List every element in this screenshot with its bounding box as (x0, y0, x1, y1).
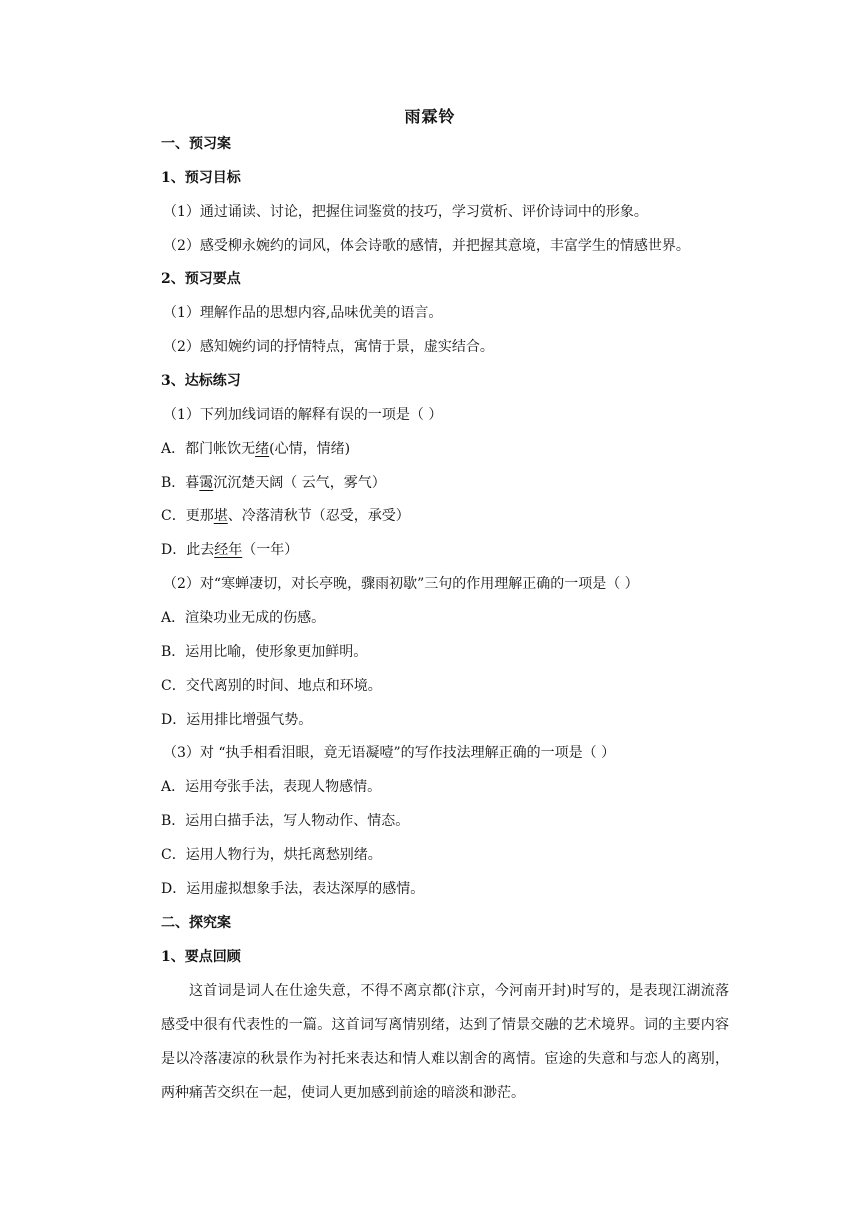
goal-item: （2）感受柳永婉约的词风，体会诗歌的感情，并把握其意境，丰富学生的情感世界。 (163, 238, 690, 254)
point-item: （2）感知婉约词的抒情特点，寓情于景，虚实结合。 (163, 339, 494, 355)
option-d (161, 540, 298, 560)
option-text: C．更那 (161, 508, 214, 524)
option-d: D．运用排比增强气势。 (161, 712, 313, 728)
option-d: D．运用虚拟想象手法，表达深厚的感情。 (161, 881, 425, 897)
subheading-points: 2、预习要点 (161, 271, 241, 287)
option-text: D．此去 (161, 542, 215, 558)
option-text: （一年） (242, 542, 299, 558)
option-a: A．运用夸张手法，表现人物感情。 (161, 779, 382, 795)
option-a: A．渲染功业无成的伤感。 (161, 610, 326, 626)
underlined-word: 经年 (214, 542, 243, 558)
option-b: B．运用白描手法，写人物动作、情态。 (161, 813, 410, 829)
option-c (161, 506, 410, 526)
subheading-goals: 1、预习目标 (161, 170, 241, 186)
option-text: B．暮 (161, 475, 200, 491)
subheading-review: 1、要点回顾 (161, 949, 241, 965)
section-heading-explore: 二、探究案 (161, 915, 231, 931)
option-text: A．都门帐饮无 (161, 441, 256, 457)
question-stem: （1）下列加线词语的解释有误的一项是（ ） (163, 407, 443, 423)
option-b: B．运用比喻，使形象更加鲜明。 (161, 644, 368, 660)
question-stem: （3）对 “执手相看泪眼，竟无语凝噎”的写作技法理解正确的一项是（ ） (163, 745, 616, 761)
underlined-word: 绪 (255, 441, 270, 457)
option-b (161, 473, 386, 493)
review-paragraph: 这首词是词人在仕途失意，不得不离京都(汴京，今河南开封)时写的，是表现江湖流落感受中很有代表性的一篇。这首词写离情别绪，达到了情景交融的艺术境界。词的主要内容是以冷落凄凉的秋景作为衬托来表达和情人难以割舍的离情。宦途的失意和与恋人的离别，两种痛苦交织在一起，使词人更加感到前途的暗淡和渺茫。 (161, 983, 729, 1101)
section-heading-preview: 一、预习案 (161, 136, 231, 152)
option-text: 、冷落清秋节（忍受，承受） (227, 508, 410, 524)
goal-item: （1）通过诵读、讨论，把握住词鉴赏的技巧，学习赏析、评价诗词中的形象。 (163, 204, 648, 220)
underlined-word: 堪 (213, 508, 228, 524)
question-stem: （2）对“寒蝉凄切，对长亭晚，骤雨初歇”三句的作用理解正确的一项是（ ） (163, 576, 639, 592)
option-a (161, 439, 350, 459)
option-text: (心情，情绪) (269, 441, 351, 457)
option-c: C．交代离别的时间、地点和环境。 (161, 678, 382, 694)
underlined-word: 霭 (199, 475, 214, 491)
option-text: 沉沉楚天阔（ 云气，雾气） (213, 475, 386, 491)
subheading-practice: 3、达标练习 (161, 373, 241, 389)
document-title: 雨霖铃 (404, 107, 456, 126)
option-c: C．运用人物行为，烘托离愁别绪。 (161, 847, 382, 863)
point-item: （1）理解作品的思想内容,品味优美的语言。 (163, 305, 443, 321)
